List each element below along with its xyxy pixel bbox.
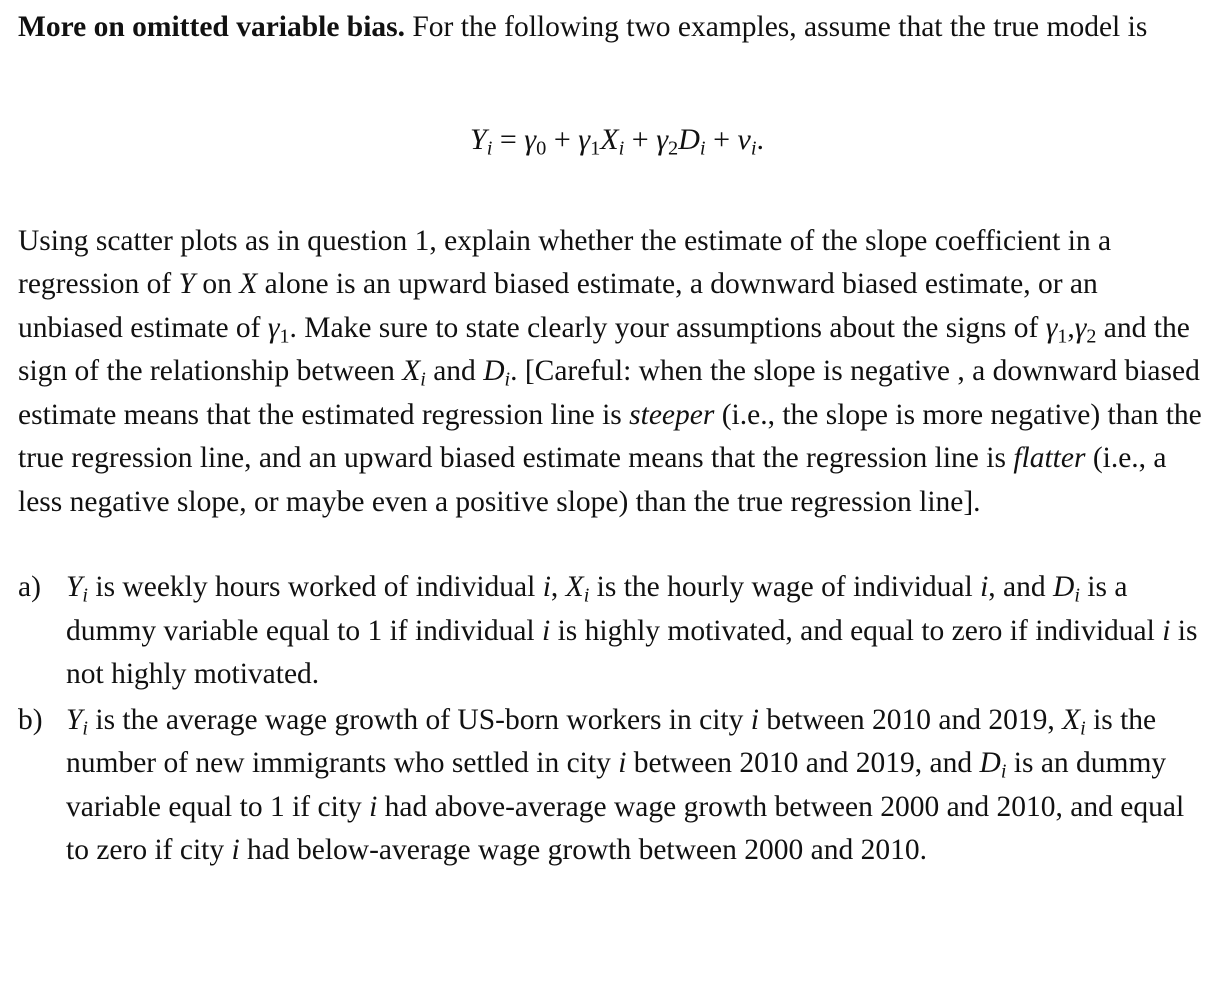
body-gamma2: γ: [1074, 311, 1087, 344]
item-a-marker: a): [18, 571, 41, 603]
body-comma: ,: [1067, 311, 1075, 344]
eq-sub-i-x: i: [618, 137, 625, 160]
body-text-5: and the sign of the relationship between: [18, 311, 1190, 387]
body-flatter: flatter: [1013, 442, 1086, 474]
item-b-i-3: i: [369, 790, 378, 823]
section-heading: More on omitted variable bias.: [18, 11, 406, 43]
item-a-text-5: is a dummy variable equal to 1 if individual: [66, 571, 1128, 647]
eq-plus-2: +: [624, 122, 657, 156]
item-a-y: Y: [66, 571, 83, 603]
item-a-d: D: [1053, 571, 1075, 603]
body-text-4: . Make sure to state clearly your assumptions about the signs of: [289, 311, 1046, 344]
item-a-i-4: i: [1162, 614, 1171, 647]
body-x: X: [239, 268, 258, 300]
eq-plus-1: +: [546, 122, 579, 156]
body-text-1: Using scatter plots as in question 1, explain whether the estimate of the slope coefficient in a regression of: [18, 224, 1112, 300]
body-text-3: alone is an upward biased estimate, a downward biased estimate, or an unbiased estimate of: [18, 268, 1098, 344]
eq-sub-i-d: i: [699, 137, 706, 160]
body-y: Y: [178, 268, 195, 300]
item-b-text-3: is the number of new immigrants who settled in city: [66, 703, 1157, 779]
item-b-text-2: between 2010 and 2019,: [758, 703, 1063, 736]
eq-sub-i: i: [486, 137, 493, 160]
item-a-text-7: is not highly motivated.: [66, 614, 1198, 690]
eq-y: Y: [470, 122, 487, 156]
instructions-paragraph: [18, 220, 1208, 525]
item-a-text-3: is the hourly wage of individual: [589, 571, 981, 603]
item-a-x: X: [565, 571, 584, 603]
item-a-i-2: i: [980, 571, 989, 603]
body-text-7: (i.e., the slope is more negative) than the true regression line, and an upward biased estimate means that the regression line is: [18, 398, 1202, 474]
intro-text: For the following two examples, assume that the true model is: [405, 11, 1148, 43]
item-a-text-1: is weekly hours worked of individual: [88, 571, 543, 603]
eq-x: X: [600, 122, 619, 156]
eq-gamma0: γ: [524, 122, 537, 156]
true-model-equation: [18, 118, 1208, 162]
body-di: D: [483, 355, 505, 387]
item-b-i-4: i: [231, 834, 240, 866]
body-xi: X: [402, 355, 421, 387]
item-a-i-3: i: [542, 614, 551, 647]
item-b-d: D: [979, 747, 1001, 779]
item-b-sub-i-2: i: [1080, 717, 1086, 740]
item-b-text-4: between 2010 and 2019, and: [626, 747, 980, 779]
body-sub-1: 1: [279, 325, 290, 348]
intro-paragraph: [18, 6, 1208, 50]
item-a-text-6: is highly motivated, and equal to zero if individual: [550, 614, 1163, 647]
body-gamma1b: γ: [1045, 311, 1058, 344]
list-item-b: [18, 699, 1208, 873]
item-b-sub-i-1: i: [82, 717, 88, 740]
eq-d: D: [678, 122, 700, 156]
eq-v: v: [737, 122, 751, 156]
examples-list: [18, 566, 1208, 873]
body-sub-2: 2: [1086, 325, 1097, 348]
eq-gamma1: γ: [578, 122, 591, 156]
item-b-y: Y: [66, 703, 83, 736]
body-sub-i-d: i: [504, 368, 511, 391]
item-b-i-1: i: [750, 703, 759, 736]
item-a-sub-i-3: i: [1074, 584, 1080, 607]
eq-period: .: [756, 122, 764, 156]
item-b-i-2: i: [618, 747, 627, 779]
body-and: and: [425, 355, 484, 387]
body-text-8: (i.e., a less negative slope, or maybe even a positive slope) than the true regression line].: [18, 442, 1167, 518]
item-a-sub-i-2: i: [583, 584, 590, 607]
document-page: [18, 6, 1208, 889]
body-sub-1b: 1: [1057, 325, 1068, 348]
item-a-sub-i-1: i: [82, 584, 88, 607]
list-item-a: [18, 566, 1208, 697]
item-b-marker: b): [18, 703, 43, 736]
item-b-sub-i-3: i: [1000, 760, 1007, 783]
eq-equals: =: [492, 122, 525, 156]
item-b-text-5: is an dummy variable equal to 1 if city: [66, 747, 1167, 823]
body-text-6: . [Careful: when the slope is negative , a downward biased estimate means that the estimated regression line is: [18, 355, 1200, 431]
body-steeper: steeper: [629, 398, 715, 431]
item-a-text-2: ,: [550, 571, 566, 603]
eq-sub-1: 1: [590, 137, 601, 160]
eq-sub-0: 0: [536, 137, 547, 160]
body-text-2: on: [195, 268, 240, 300]
body-gamma1: γ: [267, 311, 280, 344]
body-sub-i-x: i: [420, 368, 426, 391]
eq-sub-i-v: i: [750, 137, 757, 160]
eq-plus-3: +: [705, 122, 738, 156]
eq-gamma2: γ: [656, 122, 669, 156]
item-b-text-6: had above-average wage growth between 2000 and 2010, and equal to zero if city: [66, 790, 1185, 866]
item-b-x: X: [1062, 703, 1081, 736]
eq-sub-2: 2: [668, 137, 679, 160]
item-b-text-1: is the average wage growth of US-born workers in city: [88, 703, 751, 736]
item-b-text-7: had below-average wage growth between 2000 and 2010.: [239, 834, 927, 866]
item-a-i-1: i: [542, 571, 551, 603]
item-a-text-4: , and: [988, 571, 1054, 603]
